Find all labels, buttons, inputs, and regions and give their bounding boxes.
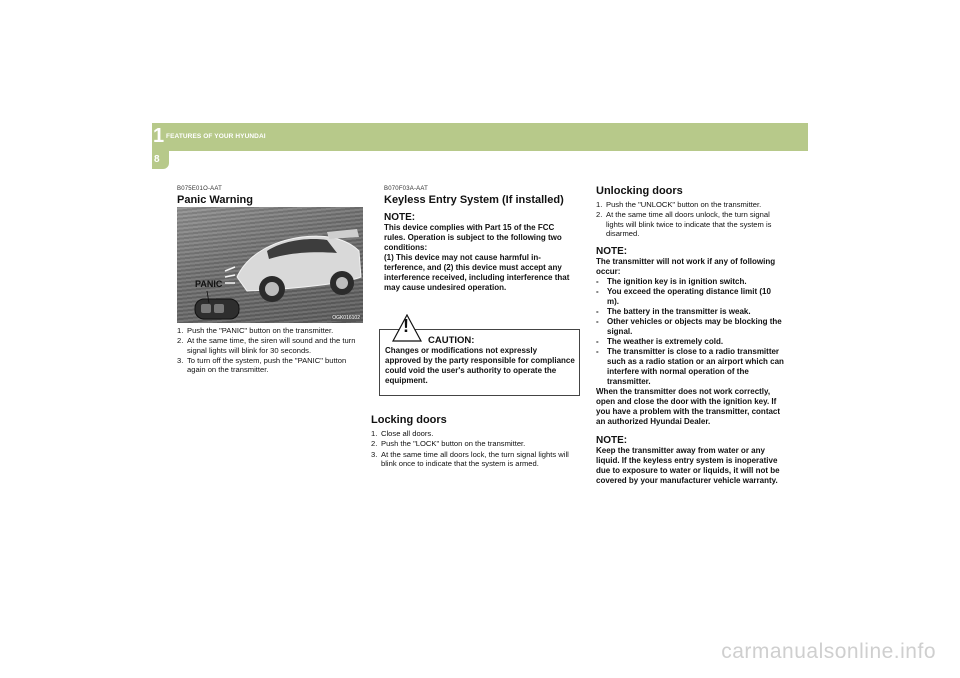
section-title: Unlocking doors bbox=[596, 185, 683, 197]
chapter-number: 1 bbox=[153, 125, 165, 147]
list-item: 1. Close all doors. bbox=[371, 429, 434, 438]
list-item: - You exceed the operating distance limit (10 m). bbox=[596, 287, 771, 307]
image-code: OGK016102 bbox=[332, 315, 360, 321]
list-item: - The transmitter is close to a radio transmitter such as a radio station or an airport which can interfere with normal operation of the transmitter. bbox=[596, 347, 784, 387]
note-text: This device complies with Part 15 of the FCC rules. Operation is subject to the following two conditions: bbox=[384, 223, 562, 252]
caution-text: Changes or modifications not expressly approved by the party responsible for compliance could void the user's authority to operate the equipment. bbox=[385, 346, 575, 385]
list-item: 2. Push the "LOCK" button on the transmitter. bbox=[371, 439, 526, 449]
locking-section bbox=[371, 414, 576, 469]
caution-box bbox=[379, 316, 580, 396]
list-item: - The weather is extremely cold. bbox=[596, 337, 724, 347]
note-conditions: (1) This device may not cause harmful in-terference, and (2) this device must accept any interference received, including interference that may cause undesired operation. bbox=[384, 253, 570, 292]
list-item: - Other vehicles or objects may be blocking the signal. bbox=[596, 317, 782, 337]
note-label: NOTE: bbox=[384, 212, 416, 223]
section-code: B075E01O-AAT bbox=[177, 186, 222, 192]
note-label: NOTE: bbox=[596, 435, 628, 447]
left-column bbox=[177, 186, 365, 206]
middle-column bbox=[384, 186, 576, 293]
list-item: 1. Push the "UNLOCK" button on the transmitter. bbox=[596, 200, 762, 209]
watermark: carmanualsonline.info bbox=[721, 640, 936, 663]
car-illustration bbox=[177, 207, 363, 323]
list-item: 3. To turn off the system, push the "PANIC" button again on the transmitter. bbox=[177, 355, 347, 375]
note-label: NOTE: bbox=[596, 246, 628, 258]
section-title: Locking doors bbox=[371, 414, 447, 426]
list-item: 1. Push the "PANIC" button on the transmitter. bbox=[177, 326, 334, 335]
panic-illustration bbox=[177, 207, 363, 323]
note-text: Keep the transmitter away from water or any liquid. If the keyless entry system is inoperative due to exposure to water or liquids, it will not be covered by your manufacturer vehicle warranty. bbox=[596, 446, 780, 486]
page-number: 8 bbox=[154, 154, 160, 165]
list-item: - The ignition key is in ignition switch. bbox=[596, 277, 747, 287]
panic-label: PANIC bbox=[195, 279, 223, 289]
note-outro: When the transmitter does not work correctly, open and close the door with the ignition key. If you have a problem with the transmitter, contact an authorized Hyundai Dealer. bbox=[596, 387, 781, 427]
section-title: Keyless Entry System (If installed) bbox=[384, 194, 564, 206]
list-item: 2. At the same time all doors unlock, the turn signal lights will blink twice to indicate that the system is disarmed. bbox=[596, 210, 772, 238]
section-title: Panic Warning bbox=[177, 194, 253, 206]
list-item: 3. At the same time all doors lock, the turn signal lights will blink once to indicate that the system is armed. bbox=[371, 449, 569, 468]
right-column bbox=[596, 185, 784, 486]
chapter-title: FEATURES OF YOUR HYUNDAI bbox=[166, 133, 266, 140]
caution-title: CAUTION: bbox=[428, 335, 475, 346]
caution-exclamation: ! bbox=[403, 316, 409, 336]
list-item: - The battery in the transmitter is weak. bbox=[596, 307, 751, 317]
list-item: 2. At the same time, the siren will sound and the turn signal lights will blink for 30 seconds. bbox=[177, 336, 356, 355]
section-code: B070F03A-AAT bbox=[384, 186, 428, 192]
panic-steps bbox=[177, 326, 365, 375]
note-intro: The transmitter will not work if any of following occur: bbox=[596, 257, 776, 277]
